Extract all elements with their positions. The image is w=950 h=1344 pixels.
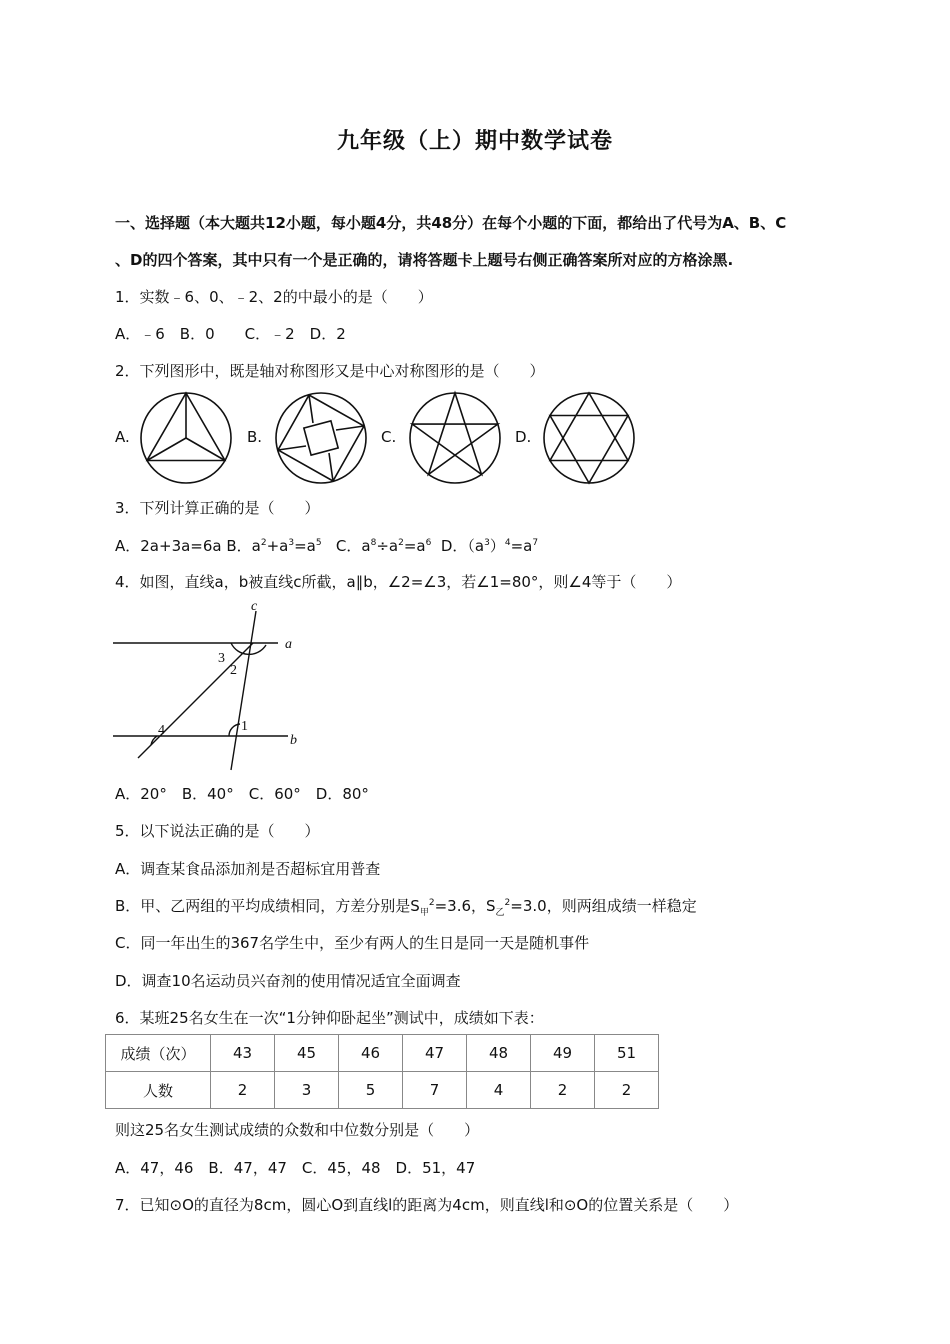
table-cell: 46 — [339, 1035, 403, 1072]
table-header-cell: 成绩（次） — [106, 1035, 211, 1072]
angle-2-label: 2 — [230, 663, 237, 678]
question-3-stem: 3．下列计算正确的是（ ） — [115, 499, 320, 517]
line-c — [231, 611, 256, 770]
table-row — [106, 1035, 659, 1072]
table-cell: 3 — [275, 1072, 339, 1109]
question-1-options: A．﹣6 B．0 C．﹣2 D．2 — [115, 325, 346, 343]
table-cell: 45 — [275, 1035, 339, 1072]
option-d: D．$(a^3)^4=a^7$ — [440, 537, 539, 555]
table-header-cell: 人数 — [106, 1072, 211, 1109]
table-row — [106, 1072, 659, 1109]
question-4-options: A．20° B．40° C．60° D．80° — [115, 785, 369, 803]
table-cell: 4 — [467, 1072, 531, 1109]
table-cell: 47 — [403, 1035, 467, 1072]
figure-b-circle-squares — [273, 390, 369, 486]
table-cell: 7 — [403, 1072, 467, 1109]
question-6-options: A．47，46 B．47，47 C．45，48 D．51，47 — [115, 1159, 476, 1177]
table-cell: 49 — [531, 1035, 595, 1072]
question-3-options — [115, 535, 538, 556]
score-table — [105, 1034, 659, 1109]
question-2-label-a: A. — [115, 428, 130, 446]
table-cell: 51 — [595, 1035, 659, 1072]
table-cell: 43 — [211, 1035, 275, 1072]
option-b: B．$a^2+a^3=a^5$ — [226, 537, 322, 555]
question-2-label-d: D. — [515, 428, 532, 446]
question-5-option-d: D．调查10名运动员兴奋剂的使用情况适宜全面调查 — [115, 972, 461, 990]
section-heading-line1: 一、选择题（本大题共12小题，每小题4分，共48分）在每个小题的下面，都给出了代号为A、B、C — [115, 214, 787, 232]
question-5-option-c: C．同一年出生的367名学生中，至少有两人的生日是同一天是随机事件 — [115, 934, 590, 952]
figure-c-circle-star — [407, 390, 503, 486]
question-4-parallel-lines-figure — [113, 598, 313, 773]
figure-a-circle-triangle — [138, 390, 234, 486]
question-2-stem: 2．下列图形中，既是轴对称图形又是中心对称图形的是（ ） — [115, 362, 545, 380]
question-5-stem: 5．以下说法正确的是（ ） — [115, 822, 320, 840]
label-c: c — [251, 599, 258, 614]
angle-4-label: 4 — [158, 723, 165, 738]
option-a: A．2a+3a=6a — [115, 537, 222, 555]
figure-d-circle-hexagram — [541, 390, 637, 486]
page-title: 九年级（上）期中数学试卷 — [336, 129, 613, 154]
question-5-option-a: A．调查某食品添加剂是否超标宜用普查 — [115, 860, 381, 878]
question-4-stem: 4．如图，直线a，b被直线c所截，a∥b，∠2=∠3，若∠1=80°，则∠4等于（ ） — [115, 573, 682, 591]
question-6-followup: 则这25名女生测试成绩的众数和中位数分别是（ ） — [115, 1121, 480, 1139]
table-cell: 2 — [595, 1072, 659, 1109]
table-cell: 2 — [211, 1072, 275, 1109]
question-2-label-c: C. — [381, 428, 397, 446]
angle-3-label: 3 — [218, 651, 225, 666]
angle-1-label: 1 — [241, 719, 248, 734]
question-2-label-b: B. — [247, 428, 263, 446]
table-cell: 5 — [339, 1072, 403, 1109]
question-1-stem: 1．实数﹣6、0、﹣2、2的中最小的是（ ） — [115, 288, 433, 306]
section-heading-line2: 、D的四个答案，其中只有一个是正确的，请将答题卡上题号右侧正确答案所对应的方格涂黑. — [115, 251, 734, 269]
question-5-option-b: B．甲、乙两组的平均成绩相同，方差分别是$S_甲^2=3.6$，$S_乙^2=3.0$，则两组成绩一样稳定 — [115, 897, 697, 918]
option-c: C．$a^8\div a^2=a^6$ — [335, 537, 432, 555]
label-a: a — [285, 637, 292, 652]
table-cell: 2 — [531, 1072, 595, 1109]
question-6-stem: 6．某班25名女生在一次“1分钟仰卧起坐”测试中，成绩如下表： — [115, 1009, 544, 1027]
question-7-stem: 7．已知⊙O的直径为8cm，圆心O到直线l的距离为4cm，则直线l和⊙O的位置关系是（ ） — [115, 1196, 739, 1214]
label-b: b — [290, 733, 297, 748]
table-cell: 48 — [467, 1035, 531, 1072]
